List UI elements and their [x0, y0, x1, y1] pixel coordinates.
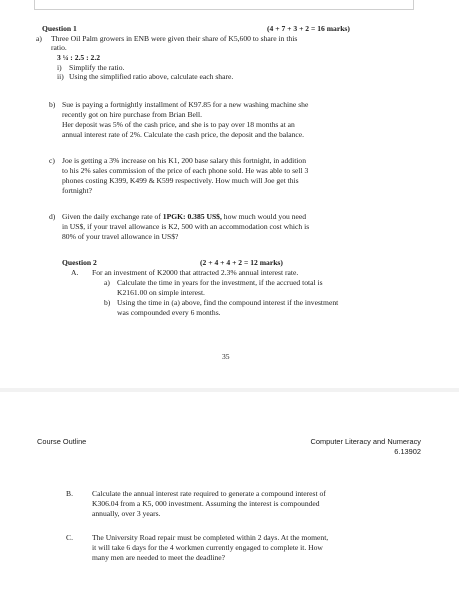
q2Ab-label: b) — [104, 298, 111, 307]
q2C-label: C. — [66, 533, 73, 542]
q1a-ii-label: ii) — [57, 72, 64, 81]
q2B-line-1: Calculate the annual interest rate required to generate a compound interest of — [92, 489, 326, 498]
q1a-i-label: i) — [57, 63, 62, 72]
q2A-text: For an investment of K2000 that attracted 2.3% annual interest rate. — [92, 268, 299, 277]
q1d-line-1-pre: Given the daily exchange rate of — [62, 212, 163, 221]
q1d-line-2: in US$, if your travel allowance is K2, 500 with an accommodation cost which is — [62, 222, 310, 231]
q1a-i-text: Simplify the ratio. — [69, 63, 125, 72]
q1c-line-1: Joe is getting a 3% increase on his K1, 200 base salary this fortnight, in addition — [62, 156, 307, 165]
q1-marks: (4 + 7 + 3 + 2 = 16 marks) — [267, 24, 350, 33]
q2Aa-line-1: Calculate the time in years for the investment, if the accrued total is — [117, 278, 323, 287]
q1c-line-4: fortnight? — [62, 186, 92, 195]
q1d-line-1 — [62, 212, 306, 221]
q1b-line-4: annual interest rate of 2%. Calculate the cash price, the deposit and the balance. — [62, 130, 305, 139]
q1b-line-2: recently got on hire purchase from Brian Bell. — [62, 110, 203, 119]
q1c-line-2: to his 2% sales commission of the price of each phone sold. He was able to sell 3 — [62, 166, 309, 175]
q1a-label: a) — [36, 34, 42, 43]
q1c-label: c) — [49, 156, 55, 165]
footer-course-code: 6.13902 — [394, 447, 421, 456]
q2Aa-label: a) — [104, 278, 110, 287]
page-2 — [0, 392, 459, 595]
q1c-line-3: phones costing K399, K499 & K599 respectively. How much will Joe get this — [62, 176, 299, 185]
q1a-ii-text: Using the simplified ratio above, calculate each share. — [69, 72, 234, 81]
q1a-line-2: ratio. — [51, 43, 67, 52]
q1-title: Question 1 — [42, 24, 77, 33]
q1b-line-3: Her deposit was 5% of the cash price, and she is to pay over 18 months at an — [62, 120, 295, 129]
q2C-line-1: The University Road repair must be completed within 2 days. At the moment, — [92, 533, 329, 542]
footer-course-outline: Course Outline — [37, 437, 87, 446]
q2-title: Question 2 — [62, 258, 97, 267]
q2B-line-3: annually, over 3 years. — [92, 509, 161, 518]
q2B-line-2: K306.04 from a K5, 000 investment. Assuming the interest is compounded — [92, 499, 320, 508]
q1d-line-3: 80% of your travel allowance in US$? — [62, 232, 179, 241]
q2A-label: A. — [71, 268, 79, 277]
q1d-exchange-rate: 1PGK: 0.385 US$, — [162, 212, 222, 221]
q2-marks: (2 + 4 + 4 + 2 = 12 marks) — [200, 258, 283, 267]
q2Ab-line-2: was compounded every 6 months. — [117, 308, 221, 317]
q1d-label: d) — [49, 212, 56, 221]
q2C-line-2: it will take 6 days for the 4 workmen currently engaged to complete it. How — [92, 543, 323, 552]
page-number: 35 — [222, 352, 230, 361]
q1b-line-1: Sue is paying a fortnightly installment of K97.85 for a new washing machine she — [62, 100, 309, 109]
q2Aa-line-2: K2161.00 on simple interest. — [117, 288, 205, 297]
q1b-label: b) — [49, 100, 56, 109]
top-border-box — [34, 0, 414, 10]
q1d-line-1-post: how much would you need — [221, 212, 307, 221]
q2Ab-line-1: Using the time in (a) above, find the compound interest if the investment — [117, 298, 339, 307]
footer-course-title: Computer Literacy and Numeracy — [310, 437, 421, 446]
q1a-line-1: Three Oil Palm growers in ENB were given their share of K5,600 to share in this — [51, 34, 298, 43]
q2B-label: B. — [66, 489, 73, 498]
q2C-line-3: many men are needed to meet the deadline? — [92, 553, 226, 562]
q1a-ratio: 3 ¼ : 2.5 : 2.2 — [57, 53, 101, 62]
